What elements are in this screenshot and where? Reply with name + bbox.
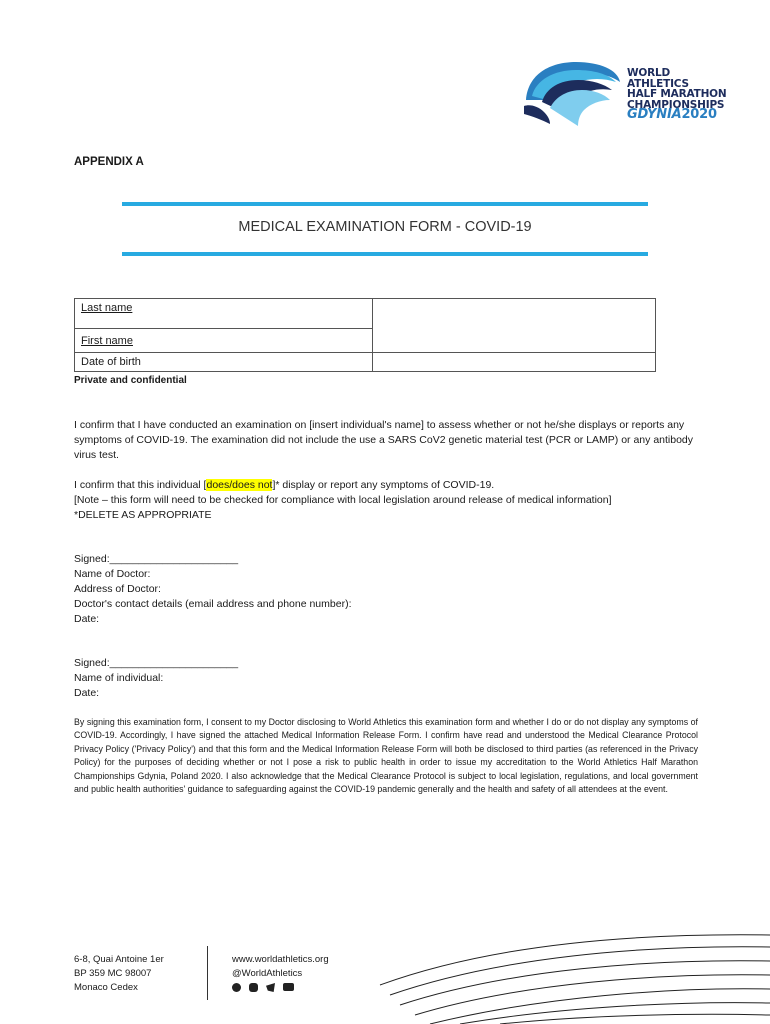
private-confidential-label: Private and confidential — [74, 375, 187, 386]
title-rule-bottom — [122, 252, 648, 256]
identity-table — [74, 298, 656, 372]
address-line-3: Monaco Cedex — [74, 982, 138, 993]
address-line-1: 6-8, Quai Antoine 1er — [74, 954, 164, 965]
doctor-name-field[interactable]: Name of Doctor: — [74, 568, 151, 580]
doctor-address-field[interactable]: Address of Doctor: — [74, 583, 161, 595]
table-row — [75, 353, 656, 372]
title-rule-top — [122, 202, 648, 206]
doctor-signed-field[interactable]: Signed:______________________ — [74, 553, 239, 565]
facebook-icon[interactable] — [232, 983, 241, 992]
delete-instruction: *DELETE AS APPROPRIATE — [74, 509, 212, 521]
event-logo — [520, 52, 735, 132]
logo-line-2: HALF MARATHON — [627, 88, 727, 100]
instagram-icon[interactable] — [249, 983, 258, 992]
logo-year: 2020 — [681, 107, 717, 122]
logo-city: GDYNIA — [627, 107, 682, 122]
track-swoosh-decoration — [370, 905, 770, 1024]
individual-signed-field[interactable]: Signed:______________________ — [74, 657, 239, 669]
last-name-label: Last name — [75, 299, 373, 329]
footer-divider — [207, 946, 208, 1000]
logo-line-3: CHAMPIONSHIPS — [627, 98, 725, 111]
first-name-label: First name — [75, 329, 373, 353]
social-handle[interactable]: @WorldAthletics — [232, 968, 303, 979]
symptoms-prefix: I confirm that this individual [ — [74, 479, 207, 491]
symptoms-suffix: ]* display or report any symptoms of COVID-19. — [272, 479, 495, 491]
social-icons — [232, 983, 329, 992]
wave-emblem-icon — [520, 56, 624, 128]
footer-contact — [232, 953, 329, 992]
name-entry-field[interactable] — [373, 299, 656, 353]
website-link[interactable]: www.worldathletics.org — [232, 954, 329, 965]
youtube-icon[interactable] — [283, 983, 294, 991]
examination-statement: I confirm that I have conducted an examination on [insert individual's name] to assess whether or not he/she displays or reports any symptoms of COVID-19. The examination did not include the use a SARS CoV2 genetic material test (PCR or LAMP) or any antibody virus test. — [74, 419, 694, 461]
logo-line-1: WORLD ATHLETICS — [627, 67, 689, 90]
date-of-birth-label: Date of birth — [75, 353, 373, 372]
form-title: MEDICAL EXAMINATION FORM - COVID-19 — [238, 219, 532, 235]
appendix-label: APPENDIX A — [74, 156, 144, 168]
symptoms-statement — [74, 478, 704, 523]
table-row — [75, 299, 656, 329]
consent-paragraph: By signing this examination form, I consent to my Doctor disclosing to World Athletics this examination form and whether I do or do not display any symptoms of COVID-19. Accordingly, I have signed the attached Medical Information Release Form. I confirm have read and understood the Medical Clearance Protocol Privacy Policy ('Privacy Policy') and that this form and the Medical Information Release Form will both be disclosed to third parties (as referenced in the Privacy Policy) for the purposes of deciding whether or not I pose a risk to public health in order to issue my accreditation to the World Athletics Half Marathon Championships Gdynia, Poland 2020. I also acknowledge that the Medical Clearance Protocol is subject to local legislation, regulations, and local government and public health authorities' guidance to safeguarding against the COVID-19 pandemic generally and the health and safety of all attendees at the event. — [74, 717, 698, 795]
does-does-not-option[interactable]: does/does not — [206, 479, 273, 491]
compliance-note: [Note – this form will need to be checked for compliance with local legislation around release of medical information] — [74, 494, 612, 506]
date-of-birth-field[interactable] — [373, 353, 656, 372]
individual-name-field[interactable]: Name of individual: — [74, 672, 164, 684]
twitter-icon[interactable] — [266, 983, 275, 992]
doctor-date-field[interactable]: Date: — [74, 613, 100, 625]
address-line-2: BP 359 MC 98007 — [74, 968, 152, 979]
logo-wordmark — [627, 68, 735, 121]
doctor-contact-field[interactable]: Doctor's contact details (email address and phone number): — [74, 598, 352, 610]
footer-address — [74, 953, 164, 995]
individual-date-field[interactable]: Date: — [74, 687, 100, 699]
